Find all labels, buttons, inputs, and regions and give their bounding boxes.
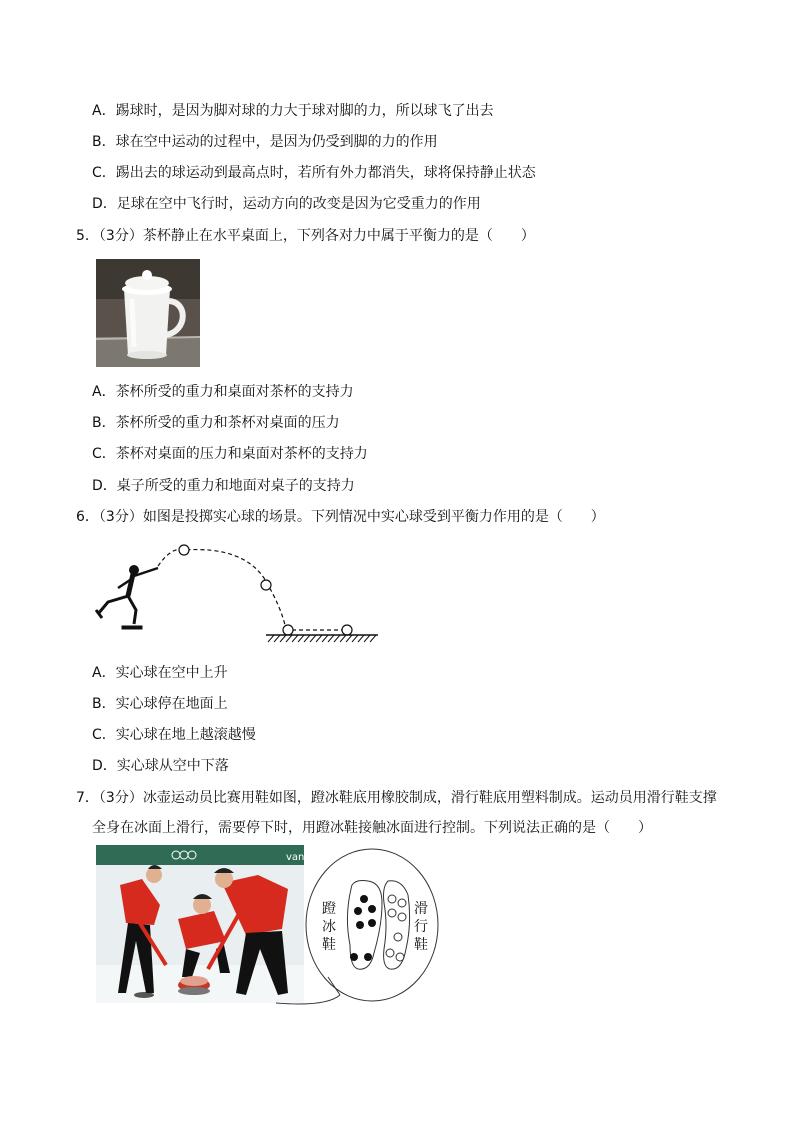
q5-option-c: C．茶杯对桌面的压力和桌面对茶杯的支持力 — [92, 446, 368, 462]
q6-option-c: C．实心球在地上越滚越慢 — [92, 727, 256, 743]
label-dengbing-3: 鞋 — [322, 937, 336, 953]
q5-option-d: D．桌子所受的重力和地面对桌子的支持力 — [92, 478, 355, 494]
q5-option-a: A．茶杯所受的重力和桌面对茶杯的支持力 — [92, 384, 354, 400]
label-dengbing-1: 蹬 — [322, 901, 336, 917]
q6-stem: 6．（3分）如图是投掷实心球的场景。下列情况中实心球受到平衡力作用的是（ ） — [76, 509, 605, 525]
shot-put-diagram — [92, 538, 386, 648]
ball-landing — [283, 625, 293, 635]
curling-figure — [96, 845, 440, 1007]
q4-option-a: A．踢球时，是因为脚对球的力大于球对脚的力，所以球飞了出去 — [92, 103, 494, 119]
ball-falling — [261, 580, 271, 590]
teacup-photo — [96, 259, 200, 367]
thrower-figure — [96, 566, 158, 630]
q6-option-d: D．实心球从空中下落 — [92, 758, 229, 774]
ball-rest — [342, 625, 352, 635]
q4-option-d: D．足球在空中飞行时，运动方向的改变是因为它受重力的作用 — [92, 196, 481, 212]
q6-option-b: B．实心球停在地面上 — [92, 696, 228, 712]
label-huaxing-3: 鞋 — [414, 937, 428, 953]
q6-option-a: A．实心球在空中上升 — [92, 665, 228, 681]
label-huaxing-1: 滑 — [414, 901, 428, 917]
q4-option-b: B．球在空中运动的过程中，是因为仍受到脚的力的作用 — [92, 134, 438, 150]
q7-stem-line2: 全身在冰面上滑行，需要停下时，用蹬冰鞋接触冰面进行控制。下列说法正确的是（ ） — [92, 820, 652, 836]
q7-stem-line1: 7．（3分）冰壶运动员比赛用鞋如图，蹬冰鞋底用橡胶制成，滑行鞋底用塑料制成。运动员用滑行鞋支撑 — [76, 790, 717, 806]
q4-option-c: C．踢出去的球运动到最高点时，若所有外力都消失，球将保持静止状态 — [92, 165, 536, 181]
curling-drawing — [96, 845, 440, 1007]
shot-put-drawing — [92, 538, 386, 648]
label-dengbing-2: 冰 — [322, 919, 336, 935]
q5-option-b: B．茶杯所受的重力和茶杯对桌面的压力 — [92, 415, 340, 431]
teacup-image — [96, 259, 200, 367]
label-huaxing-2: 行 — [414, 919, 428, 935]
q5-stem: 5．（3分）茶杯静止在水平桌面上，下列各对力中属于平衡力的是（ ） — [76, 228, 535, 244]
ball-top — [179, 545, 189, 555]
photo-banner-text: van — [286, 852, 305, 863]
